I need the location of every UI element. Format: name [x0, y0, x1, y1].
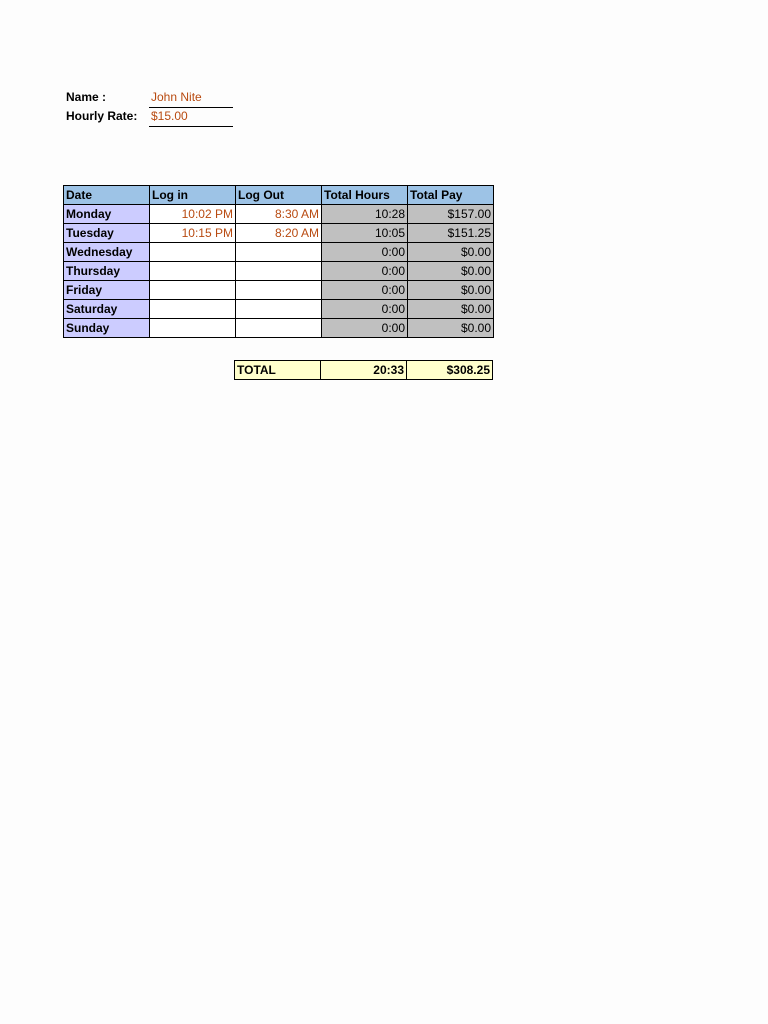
employee-name-label: Name : [66, 90, 107, 104]
employee-name-field[interactable]: John Nite [149, 89, 233, 108]
total-hours-cell: 0:00 [322, 300, 408, 319]
login-cell[interactable]: 10:15 PM [150, 224, 236, 243]
table-row [64, 205, 494, 224]
logout-cell[interactable] [236, 319, 322, 338]
logout-cell[interactable]: 8:20 AM [236, 224, 322, 243]
hourly-rate-field[interactable]: $15.00 [149, 108, 233, 127]
total-label: TOTAL [235, 361, 321, 380]
total-hours-cell: 10:05 [322, 224, 408, 243]
day-cell: Sunday [64, 319, 150, 338]
day-cell: Tuesday [64, 224, 150, 243]
login-cell[interactable] [150, 319, 236, 338]
total-row [235, 361, 493, 380]
login-cell[interactable] [150, 262, 236, 281]
logout-cell[interactable] [236, 281, 322, 300]
column-header-logout: Log Out [236, 186, 322, 205]
logout-cell[interactable] [236, 243, 322, 262]
total-hours-cell: 0:00 [322, 243, 408, 262]
total-pay-cell: $0.00 [408, 300, 494, 319]
total-hours-cell: 0:00 [322, 281, 408, 300]
login-cell[interactable] [150, 300, 236, 319]
table-row [64, 319, 494, 338]
total-hours-cell: 0:00 [322, 262, 408, 281]
total-pay-cell: $0.00 [408, 262, 494, 281]
day-cell: Wednesday [64, 243, 150, 262]
total-row-table [234, 360, 493, 380]
logout-cell[interactable] [236, 262, 322, 281]
total-pay-cell: $157.00 [408, 205, 494, 224]
total-pay-cell: $0.00 [408, 319, 494, 338]
total-hours-value: 20:33 [321, 361, 407, 380]
total-pay-cell: $0.00 [408, 243, 494, 262]
day-cell: Saturday [64, 300, 150, 319]
total-hours-cell: 10:28 [322, 205, 408, 224]
total-pay-cell: $151.25 [408, 224, 494, 243]
table-header-row [64, 186, 494, 205]
total-pay-value: $308.25 [407, 361, 493, 380]
table-row [64, 281, 494, 300]
day-cell: Monday [64, 205, 150, 224]
login-cell[interactable] [150, 243, 236, 262]
table-row [64, 243, 494, 262]
table-row [64, 300, 494, 319]
logout-cell[interactable]: 8:30 AM [236, 205, 322, 224]
login-cell[interactable] [150, 281, 236, 300]
column-header-login: Log in [150, 186, 236, 205]
total-pay-cell: $0.00 [408, 281, 494, 300]
timesheet-table [63, 185, 494, 338]
hourly-rate-label: Hourly Rate: [66, 109, 138, 123]
day-cell: Friday [64, 281, 150, 300]
day-cell: Thursday [64, 262, 150, 281]
column-header-total-hours: Total Hours [322, 186, 408, 205]
logout-cell[interactable] [236, 300, 322, 319]
column-header-date: Date [64, 186, 150, 205]
login-cell[interactable]: 10:02 PM [150, 205, 236, 224]
column-header-total-pay: Total Pay [408, 186, 494, 205]
table-row [64, 224, 494, 243]
table-row [64, 262, 494, 281]
total-hours-cell: 0:00 [322, 319, 408, 338]
